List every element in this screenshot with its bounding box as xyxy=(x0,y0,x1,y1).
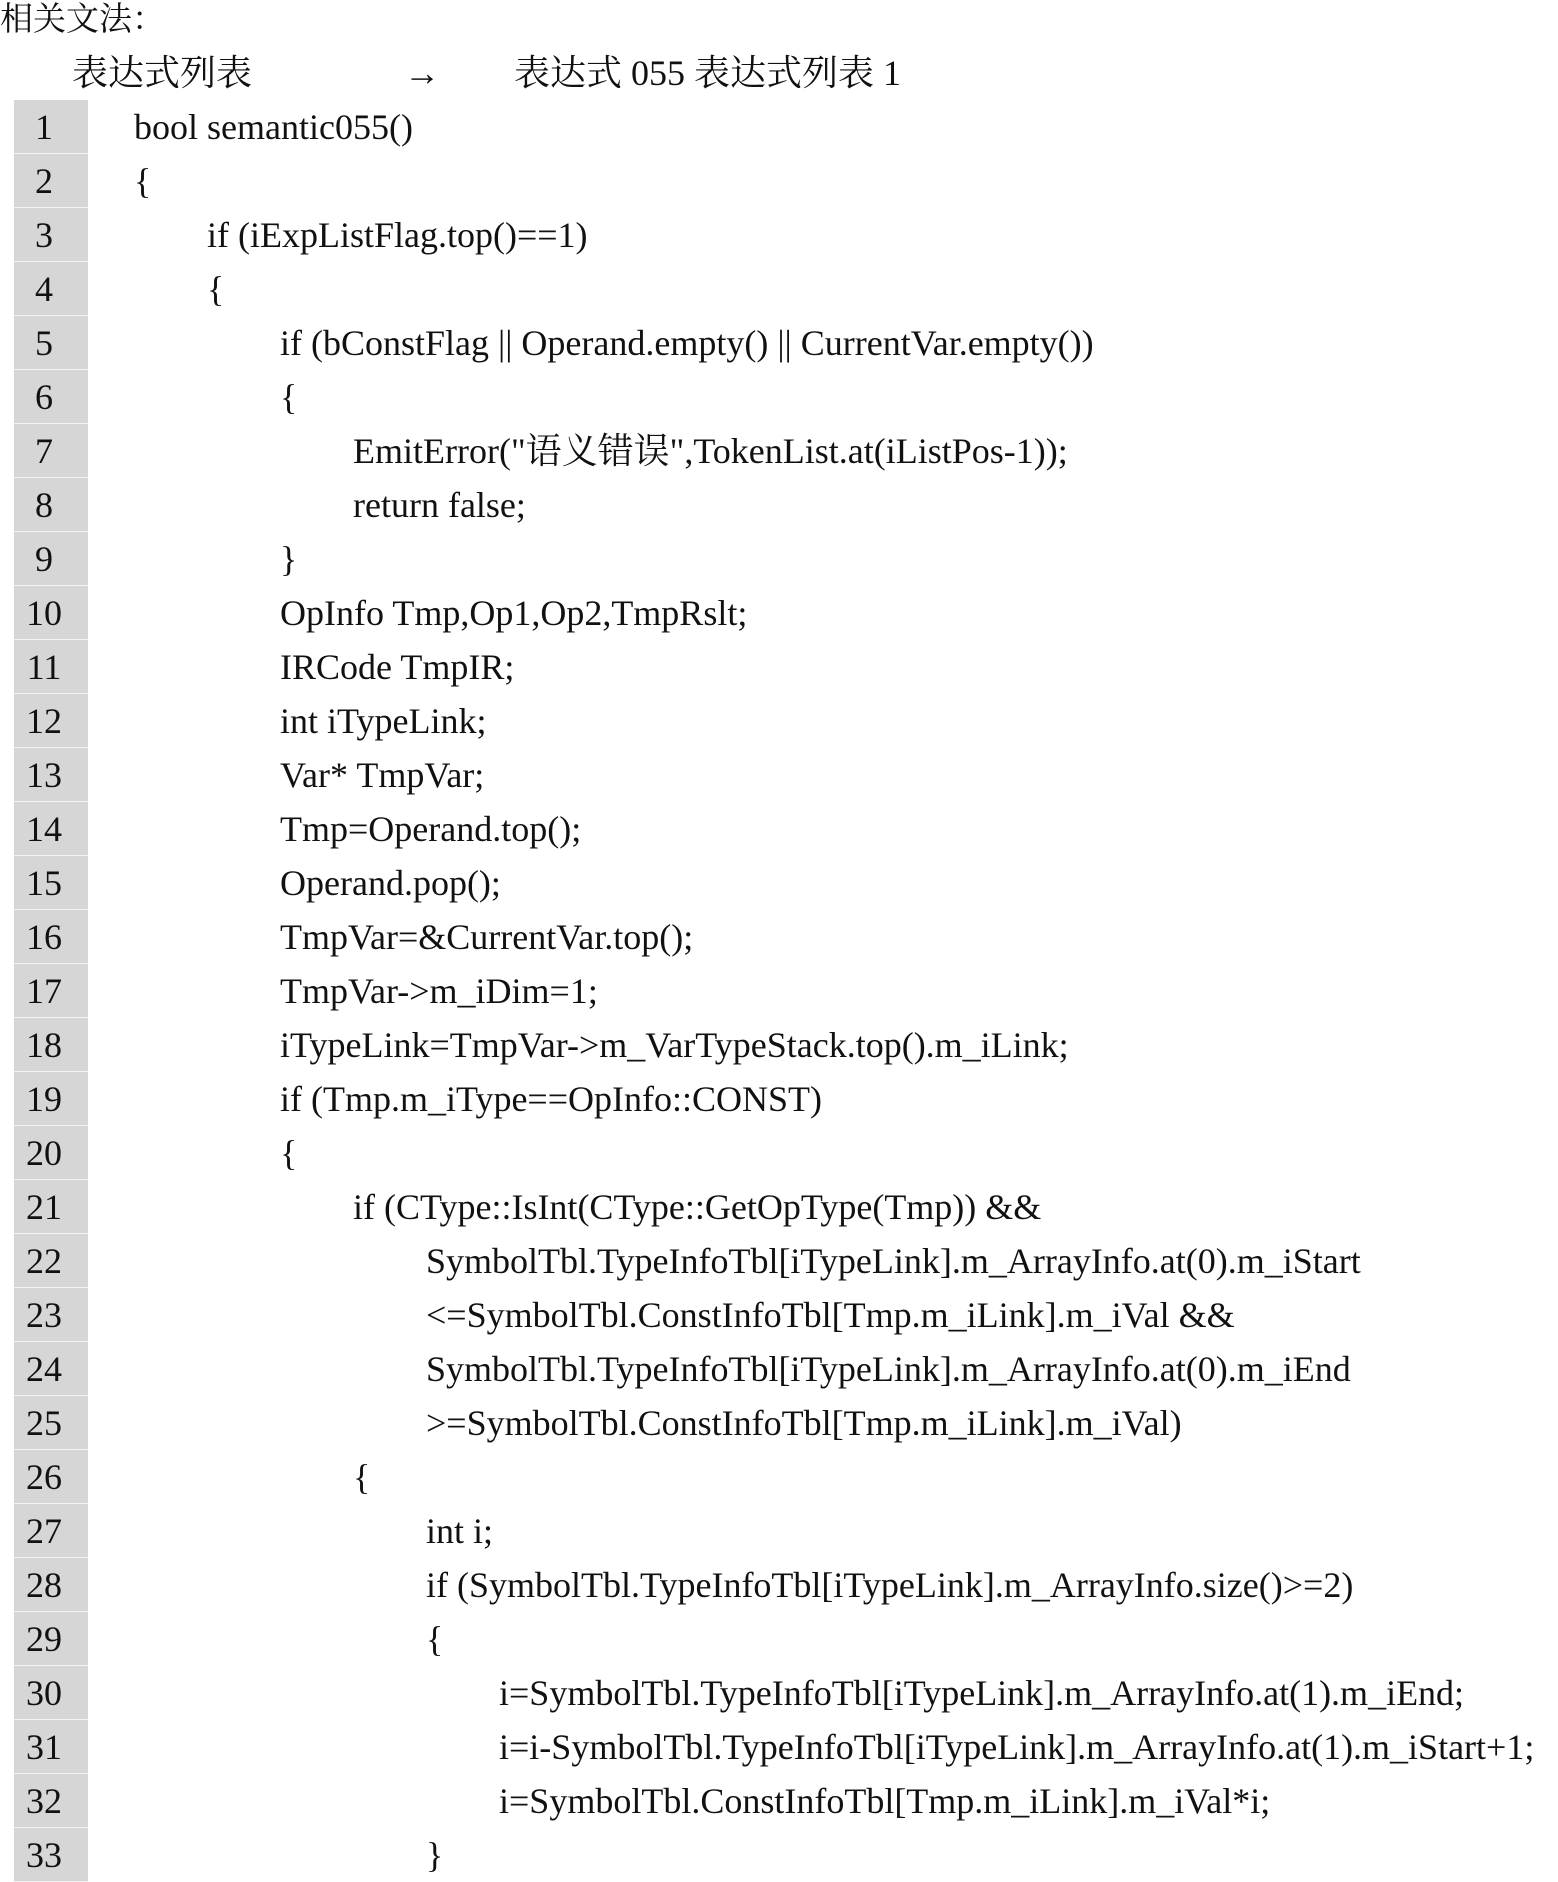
line-number: 15 xyxy=(26,863,62,903)
line-number: 31 xyxy=(26,1727,62,1767)
line-number: 23 xyxy=(26,1295,62,1335)
line-number: 32 xyxy=(26,1781,62,1821)
line-number-gutter xyxy=(14,1558,88,1612)
line-number-gutter xyxy=(14,424,88,478)
line-number: 10 xyxy=(26,593,62,633)
code-text: SymbolTbl.TypeInfoTbl[iTypeLink].m_ArrayInfo.at(0).m_iStart xyxy=(426,1241,1361,1281)
code-text: SymbolTbl.TypeInfoTbl[iTypeLink].m_ArrayInfo.at(0).m_iEnd xyxy=(426,1349,1351,1389)
code-text: if (SymbolTbl.TypeInfoTbl[iTypeLink].m_ArrayInfo.size()>=2) xyxy=(426,1565,1354,1605)
line-number-gutter xyxy=(14,1828,88,1882)
code-line xyxy=(0,856,1558,910)
line-number-gutter xyxy=(14,154,88,208)
line-number: 25 xyxy=(26,1403,62,1443)
code-line xyxy=(0,1234,1558,1288)
line-number-gutter xyxy=(14,694,88,748)
code-text: { xyxy=(280,1133,298,1173)
code-line xyxy=(0,154,1558,208)
code-line xyxy=(0,1774,1558,1828)
code-line xyxy=(0,964,1558,1018)
code-line xyxy=(0,262,1558,316)
code-line xyxy=(0,1396,1558,1450)
line-number: 28 xyxy=(26,1565,62,1605)
code-line xyxy=(0,910,1558,964)
code-line xyxy=(0,370,1558,424)
code-text: if (CType::IsInt(CType::GetOpType(Tmp)) && xyxy=(353,1187,1042,1227)
line-number: 14 xyxy=(26,809,62,849)
code-text: int i; xyxy=(426,1511,494,1551)
line-number-gutter xyxy=(14,316,88,370)
code-text: >=SymbolTbl.ConstInfoTbl[Tmp.m_iLink].m_iVal) xyxy=(426,1403,1182,1443)
line-number-gutter xyxy=(14,1450,88,1504)
line-number-gutter xyxy=(14,1504,88,1558)
code-text: IRCode TmpIR; xyxy=(280,647,515,687)
line-number: 16 xyxy=(26,917,62,957)
code-text: int iTypeLink; xyxy=(280,701,487,741)
line-number: 17 xyxy=(26,971,62,1011)
code-line xyxy=(0,316,1558,370)
line-number: 1 xyxy=(35,107,53,147)
line-number: 2 xyxy=(35,161,53,201)
line-number: 22 xyxy=(26,1241,62,1281)
grammar-rhs: 表达式 055 表达式列表 1 xyxy=(514,53,902,93)
line-number: 9 xyxy=(35,539,53,579)
line-number-gutter xyxy=(14,802,88,856)
code-line xyxy=(0,100,1558,154)
code-line xyxy=(0,1126,1558,1180)
line-number-gutter xyxy=(14,1342,88,1396)
line-number: 20 xyxy=(26,1133,62,1173)
code-line xyxy=(0,586,1558,640)
line-number: 11 xyxy=(26,647,62,687)
line-number: 24 xyxy=(26,1349,62,1389)
line-number-gutter xyxy=(14,370,88,424)
line-number: 27 xyxy=(26,1511,62,1551)
line-number-gutter xyxy=(14,262,88,316)
code-text: } xyxy=(426,1835,444,1875)
code-text: Operand.pop(); xyxy=(280,863,501,903)
code-line xyxy=(0,748,1558,802)
line-number-gutter xyxy=(14,532,88,586)
code-text: EmitError("语义错误",TokenList.at(iListPos-1)); xyxy=(353,431,1068,471)
line-number-gutter xyxy=(14,640,88,694)
code-line xyxy=(0,1612,1558,1666)
line-number-gutter xyxy=(14,100,88,154)
grammar-arrow: → xyxy=(404,53,440,93)
code-text: TmpVar->m_iDim=1; xyxy=(280,971,598,1011)
line-number: 19 xyxy=(26,1079,62,1119)
code-text: { xyxy=(280,377,298,417)
code-text: bool semantic055() xyxy=(134,107,413,147)
line-number-gutter xyxy=(14,748,88,802)
code-line xyxy=(0,1342,1558,1396)
line-number-gutter xyxy=(14,1288,88,1342)
code-text: i=i-SymbolTbl.TypeInfoTbl[iTypeLink].m_ArrayInfo.at(1).m_iStart+1; xyxy=(499,1727,1535,1767)
line-number: 8 xyxy=(35,485,53,525)
code-line xyxy=(0,640,1558,694)
code-text: OpInfo Tmp,Op1,Op2,TmpRslt; xyxy=(280,593,748,633)
code-line xyxy=(0,694,1558,748)
code-line xyxy=(0,1504,1558,1558)
line-number-gutter xyxy=(14,1774,88,1828)
line-number-gutter xyxy=(14,208,88,262)
code-line xyxy=(0,802,1558,856)
code-line xyxy=(0,1720,1558,1774)
line-number-gutter xyxy=(14,1612,88,1666)
line-number: 12 xyxy=(26,701,62,741)
code-line xyxy=(0,478,1558,532)
line-number-gutter xyxy=(14,478,88,532)
line-number: 21 xyxy=(26,1187,62,1227)
code-text: <=SymbolTbl.ConstInfoTbl[Tmp.m_iLink].m_iVal && xyxy=(426,1295,1235,1335)
code-text: if (iExpListFlag.top()==1) xyxy=(207,215,588,255)
code-text: Var* TmpVar; xyxy=(280,755,485,795)
line-number-gutter xyxy=(14,1666,88,1720)
code-line xyxy=(0,424,1558,478)
line-number: 29 xyxy=(26,1619,62,1659)
line-number-gutter xyxy=(14,1018,88,1072)
line-number: 33 xyxy=(26,1835,62,1875)
code-text: if (bConstFlag || Operand.empty() || CurrentVar.empty()) xyxy=(280,323,1094,363)
code-line xyxy=(0,208,1558,262)
code-text: { xyxy=(426,1619,444,1659)
code-line xyxy=(0,1288,1558,1342)
line-number-gutter xyxy=(14,586,88,640)
line-number-gutter xyxy=(14,1234,88,1288)
code-text: iTypeLink=TmpVar->m_VarTypeStack.top().m_iLink; xyxy=(280,1025,1069,1065)
line-number: 7 xyxy=(35,431,53,471)
code-text: { xyxy=(353,1457,371,1497)
code-text: i=SymbolTbl.TypeInfoTbl[iTypeLink].m_ArrayInfo.at(1).m_iEnd; xyxy=(499,1673,1465,1713)
code-line xyxy=(0,1018,1558,1072)
line-number: 6 xyxy=(35,377,53,417)
code-text: Tmp=Operand.top(); xyxy=(280,809,582,849)
line-number: 5 xyxy=(35,323,53,363)
code-text: return false; xyxy=(353,485,526,525)
code-line xyxy=(0,1666,1558,1720)
line-number: 3 xyxy=(35,215,53,255)
line-number: 18 xyxy=(26,1025,62,1065)
line-number-gutter xyxy=(14,1072,88,1126)
code-text: { xyxy=(207,269,225,309)
code-line xyxy=(0,1072,1558,1126)
code-listing xyxy=(0,100,1558,1882)
code-line xyxy=(0,1828,1558,1882)
line-number: 4 xyxy=(35,269,53,309)
line-number-gutter xyxy=(14,964,88,1018)
line-number-gutter xyxy=(14,1126,88,1180)
line-number: 13 xyxy=(26,755,62,795)
line-number-gutter xyxy=(14,1180,88,1234)
grammar-lhs: 表达式列表 xyxy=(72,53,253,93)
code-line xyxy=(0,532,1558,586)
code-text: { xyxy=(134,161,152,201)
line-number-gutter xyxy=(14,856,88,910)
code-text: if (Tmp.m_iType==OpInfo::CONST) xyxy=(280,1079,823,1119)
line-number-gutter xyxy=(14,910,88,964)
line-number-gutter xyxy=(14,1396,88,1450)
code-text: i=SymbolTbl.ConstInfoTbl[Tmp.m_iLink].m_iVal*i; xyxy=(499,1781,1271,1821)
code-line xyxy=(0,1558,1558,1612)
code-line xyxy=(0,1450,1558,1504)
code-text: TmpVar=&CurrentVar.top(); xyxy=(280,917,694,957)
grammar-heading: 相关文法： xyxy=(0,2,165,38)
code-text: } xyxy=(280,539,298,579)
code-line xyxy=(0,1180,1558,1234)
line-number-gutter xyxy=(14,1720,88,1774)
line-number: 26 xyxy=(26,1457,62,1497)
line-number: 30 xyxy=(26,1673,62,1713)
